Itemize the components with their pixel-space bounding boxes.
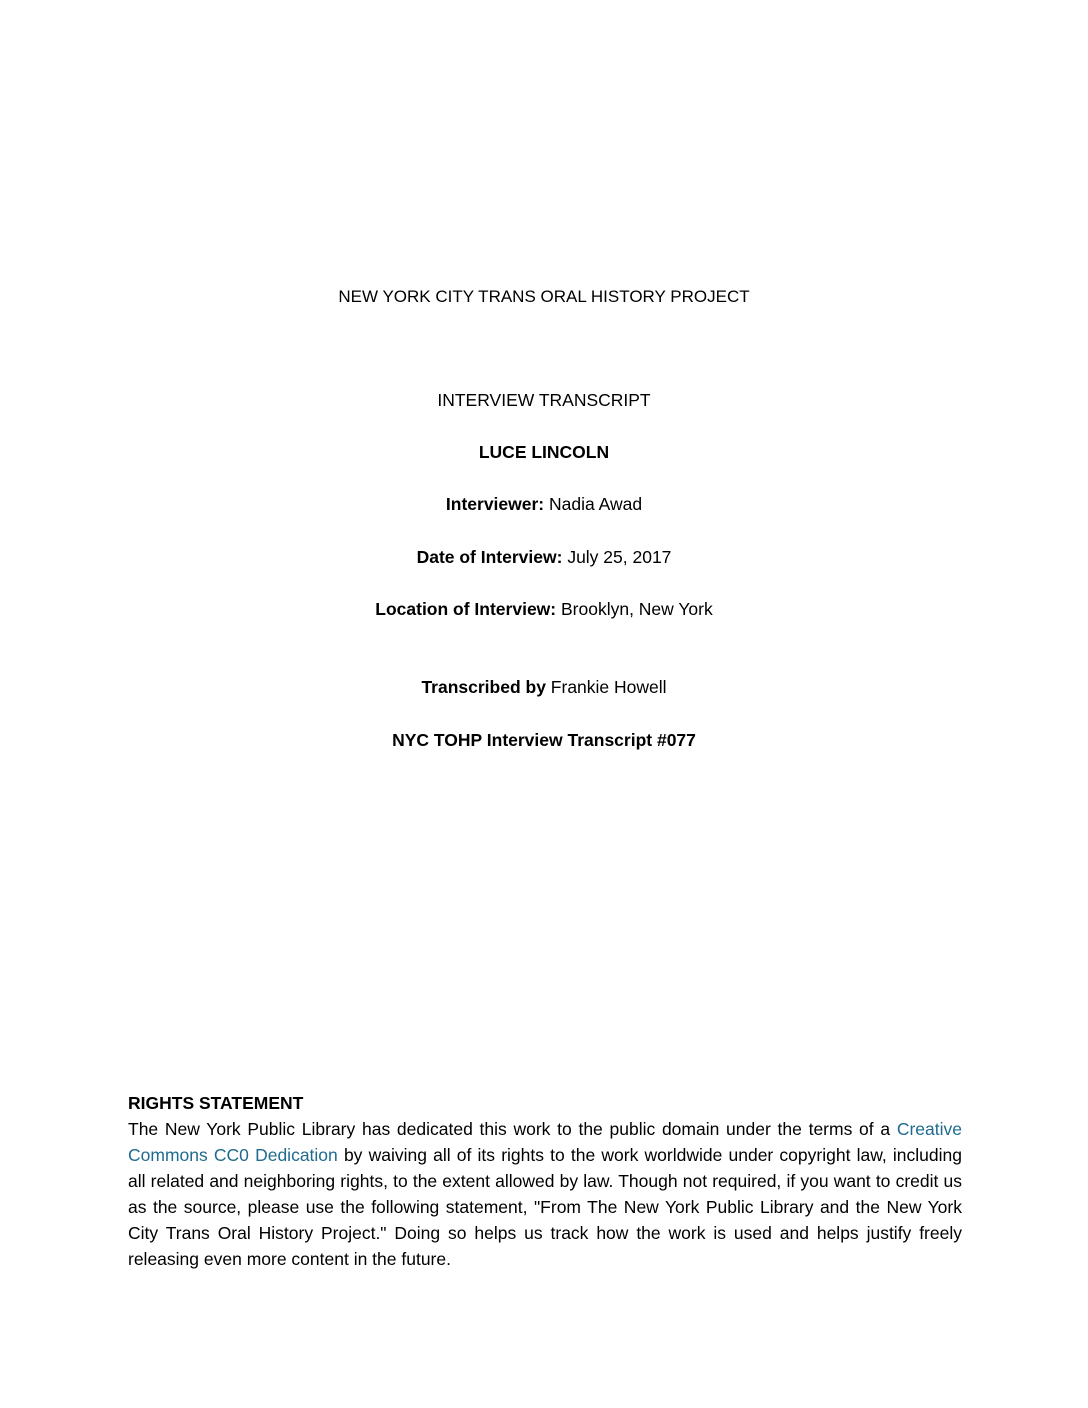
cc0-dedication-link[interactable]: Creative Commons CC0 Dedication [128, 1119, 962, 1165]
rights-text-after-link: by waiving all of its rights to the work worldwide under copyright law, including all related and neighboring rights, to the extent allowed by law. Though not required, if you want to credit us as the source, please use the following statement, "From The New York Public Library and the New York City Trans Oral History Project." Doing so helps us track how the work is used and helps justify freely releasing even more content in the future. [128, 1145, 962, 1269]
rights-title: RIGHTS STATEMENT [128, 1093, 304, 1113]
interviewer-value: Nadia Awad [544, 494, 643, 514]
location-label: Location of Interview: [375, 599, 557, 619]
transcript-heading: INTERVIEW TRANSCRIPT [437, 390, 651, 410]
transcribed-value: Frankie Howell [545, 677, 667, 697]
rights-text-before-link: The New York Public Library has dedicated this work to the public domain under the terms of a [128, 1119, 897, 1139]
rights-statement [128, 1090, 962, 1272]
location-value: Brooklyn, New York [556, 599, 713, 619]
date-line [0, 545, 1088, 569]
transcribed-label: Transcribed by [421, 677, 546, 697]
project-title: NEW YORK CITY TRANS ORAL HISTORY PROJECT [338, 287, 750, 306]
transcribed-line [0, 675, 1088, 699]
location-line [0, 597, 1088, 621]
transcript-number: NYC TOHP Interview Transcript #077 [392, 730, 696, 750]
date-value: July 25, 2017 [562, 547, 672, 567]
rights-body [128, 1116, 962, 1272]
interviewer-line [0, 492, 1088, 516]
interviewer-label: Interviewer: [445, 494, 545, 514]
narrator-name: LUCE LINCOLN [478, 442, 610, 462]
date-label: Date of Interview: [416, 547, 563, 567]
